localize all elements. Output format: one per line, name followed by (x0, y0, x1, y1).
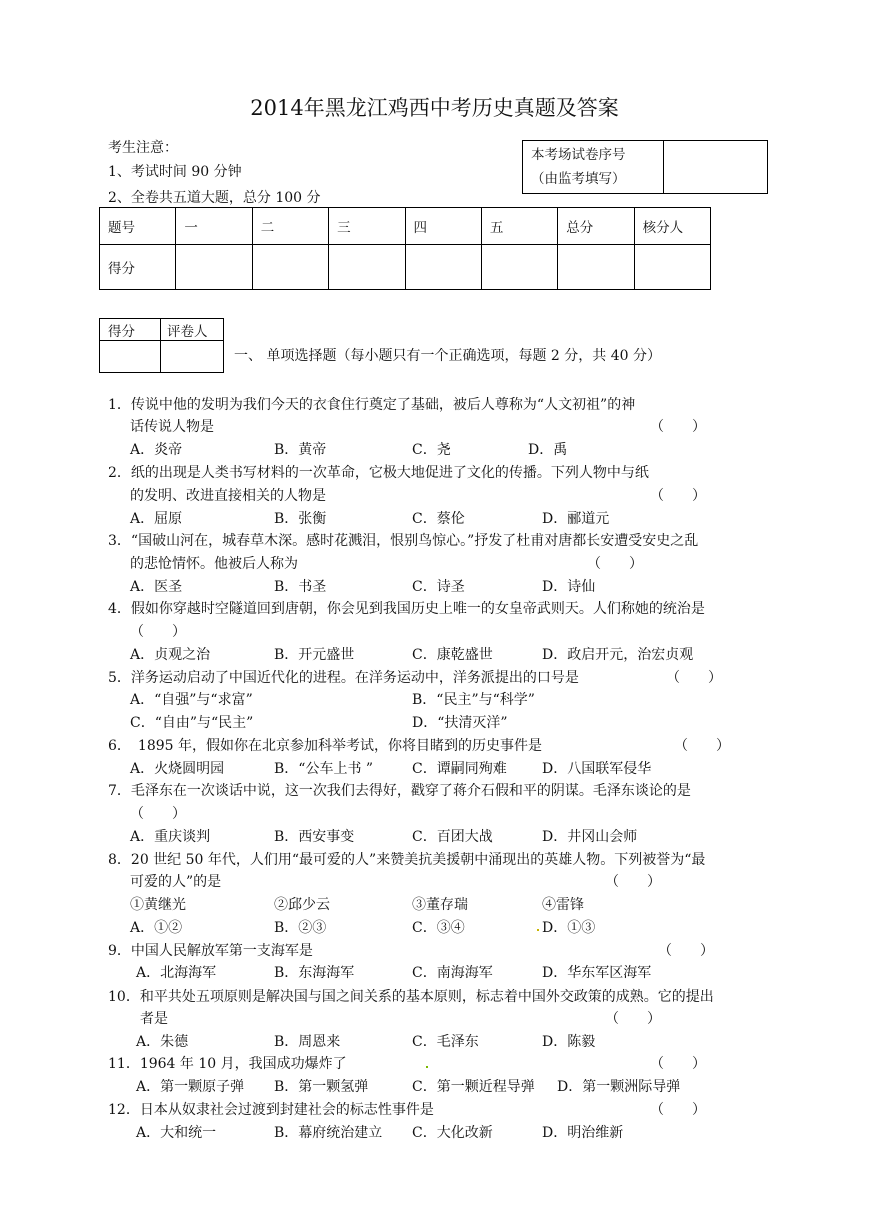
answer-paren[interactable]: （ ） (605, 1011, 661, 1027)
option[interactable]: C．第一颗近程导弹 (412, 1079, 535, 1095)
option[interactable]: D．八国联军侵华 (542, 761, 652, 777)
option[interactable]: D．禹 (528, 442, 568, 458)
score-cell[interactable] (252, 245, 328, 290)
score-cell[interactable] (405, 245, 481, 290)
option[interactable]: B．“公车上书 ” (274, 761, 374, 777)
question-text: 话传说人物是 (130, 419, 214, 435)
score-header: 四 (405, 208, 481, 245)
option[interactable]: B．幕府统治建立 (274, 1125, 383, 1141)
option[interactable]: B．书圣 (274, 579, 327, 595)
question-text: 6． 1895 年，假如你在北京参加科举考试，你将目睹到的历史事件是 (108, 738, 542, 754)
section-heading: 一、 单项选择题（每小题只有一个正确选项，每题 2 分，共 40 分） (234, 348, 661, 364)
speck-mark (537, 929, 539, 931)
option[interactable]: A．火烧圆明园 (130, 761, 225, 777)
candidate-item: ④雷锋 (542, 897, 584, 913)
option[interactable]: C．毛泽东 (412, 1034, 479, 1050)
question-text: 的发明、改进直接相关的人物是 (130, 488, 326, 504)
score-header: 总分 (558, 208, 634, 245)
score-header: 题号 (100, 208, 176, 245)
option[interactable]: A．重庆谈判 (130, 829, 211, 845)
option[interactable]: A．贞观之治 (130, 647, 211, 663)
question-text: 11．1964 年 10 月，我国成功爆炸了 (108, 1056, 347, 1072)
question-text: 7．毛泽东在一次谈话中说，这一次我们去得好，戳穿了蒋介石假和平的阴谋。毛泽东谈论的是 (108, 783, 691, 799)
option[interactable]: C．康乾盛世 (412, 647, 493, 663)
answer-paren[interactable]: （ ） (650, 419, 706, 435)
option[interactable]: A．①② (130, 920, 183, 936)
score-header: 一 (176, 208, 252, 245)
grader-name-label: 评卷人 (161, 319, 224, 341)
option[interactable]: C．谭嗣同殉难 (412, 761, 507, 777)
grader-box (99, 318, 224, 373)
grader-score-label: 得分 (100, 319, 161, 341)
option[interactable]: D．第一颗洲际导弹 (557, 1079, 681, 1095)
option[interactable]: A．屈原 (130, 511, 183, 527)
answer-paren[interactable]: （ ） (650, 1056, 706, 1072)
answer-paren[interactable]: （ ） (130, 624, 186, 640)
candidate-item: ②邱少云 (274, 897, 330, 913)
score-row-label: 得分 (100, 245, 176, 290)
question-text: 10．和平共处五项原则是解决国与国之间关系的基本原则，标志着中国外交政策的成熟。它的提出 (108, 989, 714, 1005)
score-cell[interactable] (634, 245, 710, 290)
question-text: 8．20 世纪 50 年代，人们用“最可爱的人”来赞美抗美援朝中涌现出的英雄人物。下列被誉为“最 (108, 852, 706, 868)
question-text: 可爱的人”的是 (130, 874, 222, 890)
notice-item: 1、考试时间 90 分钟 (108, 164, 242, 180)
answer-paren[interactable]: （ ） (666, 670, 722, 686)
option[interactable]: B．东海海军 (274, 965, 355, 981)
proctor-sublabel: （由监考填写） (531, 171, 626, 187)
proctor-label: 本考场试卷序号 (531, 147, 626, 163)
answer-paren[interactable]: （ ） (650, 1102, 706, 1118)
score-cell[interactable] (481, 245, 557, 290)
option[interactable]: D．郦道元 (542, 511, 610, 527)
option[interactable]: A．“自强”与“求富” (130, 692, 253, 708)
option[interactable]: A．第一颗原子弹 (136, 1079, 245, 1095)
option[interactable]: D．①③ (542, 920, 596, 936)
score-table (99, 207, 711, 290)
option[interactable]: D．明治维新 (542, 1125, 624, 1141)
question-text: 2．纸的出现是人类书写材料的一次革命，它极大地促进了文化的传播。下列人物中与纸 (108, 465, 649, 481)
option[interactable]: B．黄帝 (274, 442, 327, 458)
option[interactable]: D．政启开元，治宏贞观 (542, 647, 694, 663)
score-cell[interactable] (558, 245, 634, 290)
option[interactable]: B．第一颗氢弹 (274, 1079, 369, 1095)
option[interactable]: B．张衡 (274, 511, 327, 527)
option[interactable]: C．大化改新 (412, 1125, 493, 1141)
option[interactable]: B．周恩来 (274, 1034, 341, 1050)
option[interactable]: C．百团大战 (412, 829, 493, 845)
score-header: 三 (329, 208, 405, 245)
question-text: 4．假如你穿越时空隧道回到唐朝，你会见到我国历史上唯一的女皇帝武则天。人们称她的统治是 (108, 601, 705, 617)
candidate-item: ③董存瑞 (412, 897, 468, 913)
option[interactable]: D．华东军区海军 (542, 965, 652, 981)
question-text: 1．传说中他的发明为我们今天的衣食住行奠定了基础，被后人尊称为“人文初祖”的神 (108, 397, 636, 413)
proctor-box (522, 140, 768, 194)
option[interactable]: B．②③ (274, 920, 327, 936)
option[interactable]: C．蔡伦 (412, 511, 465, 527)
candidate-item: ①黄继光 (130, 897, 186, 913)
question-text: 者是 (140, 1011, 168, 1027)
option[interactable]: C．南海海军 (412, 965, 493, 981)
option[interactable]: A．炎帝 (130, 442, 183, 458)
option[interactable]: D．井冈山会师 (542, 829, 638, 845)
score-header: 二 (252, 208, 328, 245)
option[interactable]: D．诗仙 (542, 579, 596, 595)
question-text: 5．洋务运动启动了中国近代化的进程。在洋务运动中，洋务派提出的口号是 (108, 670, 579, 686)
grader-score-field[interactable] (100, 341, 161, 373)
option[interactable]: A．医圣 (130, 579, 183, 595)
score-header: 核分人 (634, 208, 710, 245)
answer-paren[interactable]: （ ） (658, 943, 714, 959)
answer-paren[interactable]: （ ） (650, 488, 706, 504)
answer-paren[interactable]: （ ） (130, 806, 186, 822)
page-title: 2014年黑龙江鸡西中考历史真题及答案 (250, 96, 619, 120)
option[interactable]: D．陈毅 (542, 1034, 596, 1050)
option[interactable]: A．大和统一 (136, 1125, 217, 1141)
option[interactable]: C．“自由”与“民主” (130, 715, 254, 731)
notice-item: 2、全卷共五道大题，总分 100 分 (108, 190, 321, 206)
option[interactable]: A．朱德 (136, 1034, 189, 1050)
question-text: 12．日本从奴隶社会过渡到封建社会的标志性事件是 (108, 1102, 434, 1118)
score-header: 五 (481, 208, 557, 245)
score-cell[interactable] (176, 245, 252, 290)
question-text: 9．中国人民解放军第一支海军是 (108, 943, 313, 959)
score-cell[interactable] (329, 245, 405, 290)
answer-paren[interactable]: （ ） (674, 738, 730, 754)
option[interactable]: D．“扶清灭洋” (412, 715, 508, 731)
answer-paren[interactable]: （ ） (587, 556, 643, 572)
question-text: 的悲怆情怀。他被后人称为 (130, 556, 298, 572)
option[interactable]: C．尧 (412, 442, 451, 458)
notice-heading: 考生注意： (108, 140, 178, 156)
speck-mark (426, 1066, 428, 1068)
option[interactable]: C．③④ (412, 920, 465, 936)
option[interactable]: A．北海海军 (136, 965, 217, 981)
option[interactable]: B．开元盛世 (274, 647, 355, 663)
option[interactable]: C．诗圣 (412, 579, 465, 595)
grader-name-field[interactable] (161, 341, 224, 373)
option[interactable]: B．西安事变 (274, 829, 355, 845)
answer-paren[interactable]: （ ） (605, 874, 661, 890)
option[interactable]: B．“民主”与“科学” (412, 692, 535, 708)
question-text: 3．“国破山河在，城春草木深。感时花溅泪，恨别鸟惊心。”抒发了杜甫对唐都长安遭受安史之乱 (108, 533, 699, 549)
proctor-serial-field[interactable] (664, 141, 768, 194)
